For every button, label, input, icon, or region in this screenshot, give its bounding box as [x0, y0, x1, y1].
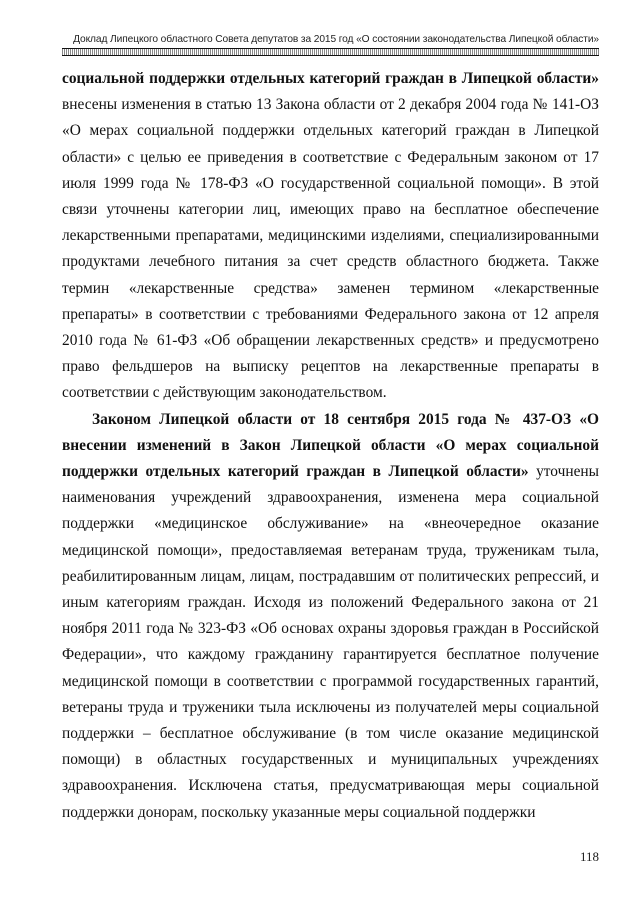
paragraph-continuation — [62, 66, 599, 407]
running-header: Доклад Липецкого областного Совета депутатов за 2015 год «О состоянии законодательства Липецкой области» — [73, 34, 599, 45]
page-number: 118 — [579, 849, 599, 864]
document-body — [62, 66, 599, 826]
paragraph-text: уточнены наименования учреждений здравоохранения, изменена мера социальной поддержки «медицинское обслуживание» на «внеочередное оказание медицинской помощи», предоставляемая ветеранам труда, труженикам тыла, реабилитированным лицам, лицам, пострадавшим от политических репрессий, и иным категориям граждан. Исходя из положений Федерального закона от 21 ноября 2011 года № 323-ФЗ «Об основах охраны здоровья граждан в Российской Федерации», что каждому гражданину гарантируется бесплатное получение медицинской помощи в соответствии с программой государственных гарантий, ветераны труда и труженики тыла исключены из получателей меры социальной поддержки – бесплатное обслуживание (в том числе оказание медицинской помощи) в областных государственных и муниципальных учреждениях здравоохранения. Исключена статья, предусматривающая меры социальной поддержки донорам, поскольку указанные меры социальной поддержки — [62, 463, 599, 821]
paragraph-text: внесены изменения в статью 13 Закона области от 2 декабря 2004 года № 141-ОЗ «О мерах социальной поддержки отдельных категорий граждан в Липецкой области» с целью ее приведения в соответствие с Федеральным законом от 17 июля 1999 года № 178-ФЗ «О государственной социальной помощи». В этой связи уточнены категории лиц, имеющих право на бесплатное обеспечение лекарственными препаратами, медицинскими изделиями, специализированными продуктами лечебного питания за счет средств областного бюджета. Также термин «лекарственные средства» заменен термином «лекарственные препараты» в соответствии с требованиями Федерального закона от 12 апреля 2010 года № 61-ФЗ «Об обращении лекарственных средств» и предусмотрено право фельдшеров на выписку рецептов на лекарственные препараты в соответствии с действующим законодательством. — [62, 96, 599, 402]
paragraph-bold-lead: социальной поддержки отдельных категорий граждан в Липецкой области» — [62, 70, 599, 87]
paragraph-law-437 — [62, 407, 599, 826]
paragraph-bold-lead: Законом Липецкой области от 18 сентября 2015 года № 437-ОЗ «О внесении изменений в Закон Липецкой области «О мерах социальной поддержки отдельных категорий граждан в Липецкой области» — [62, 410, 599, 481]
header-rule — [62, 48, 599, 56]
